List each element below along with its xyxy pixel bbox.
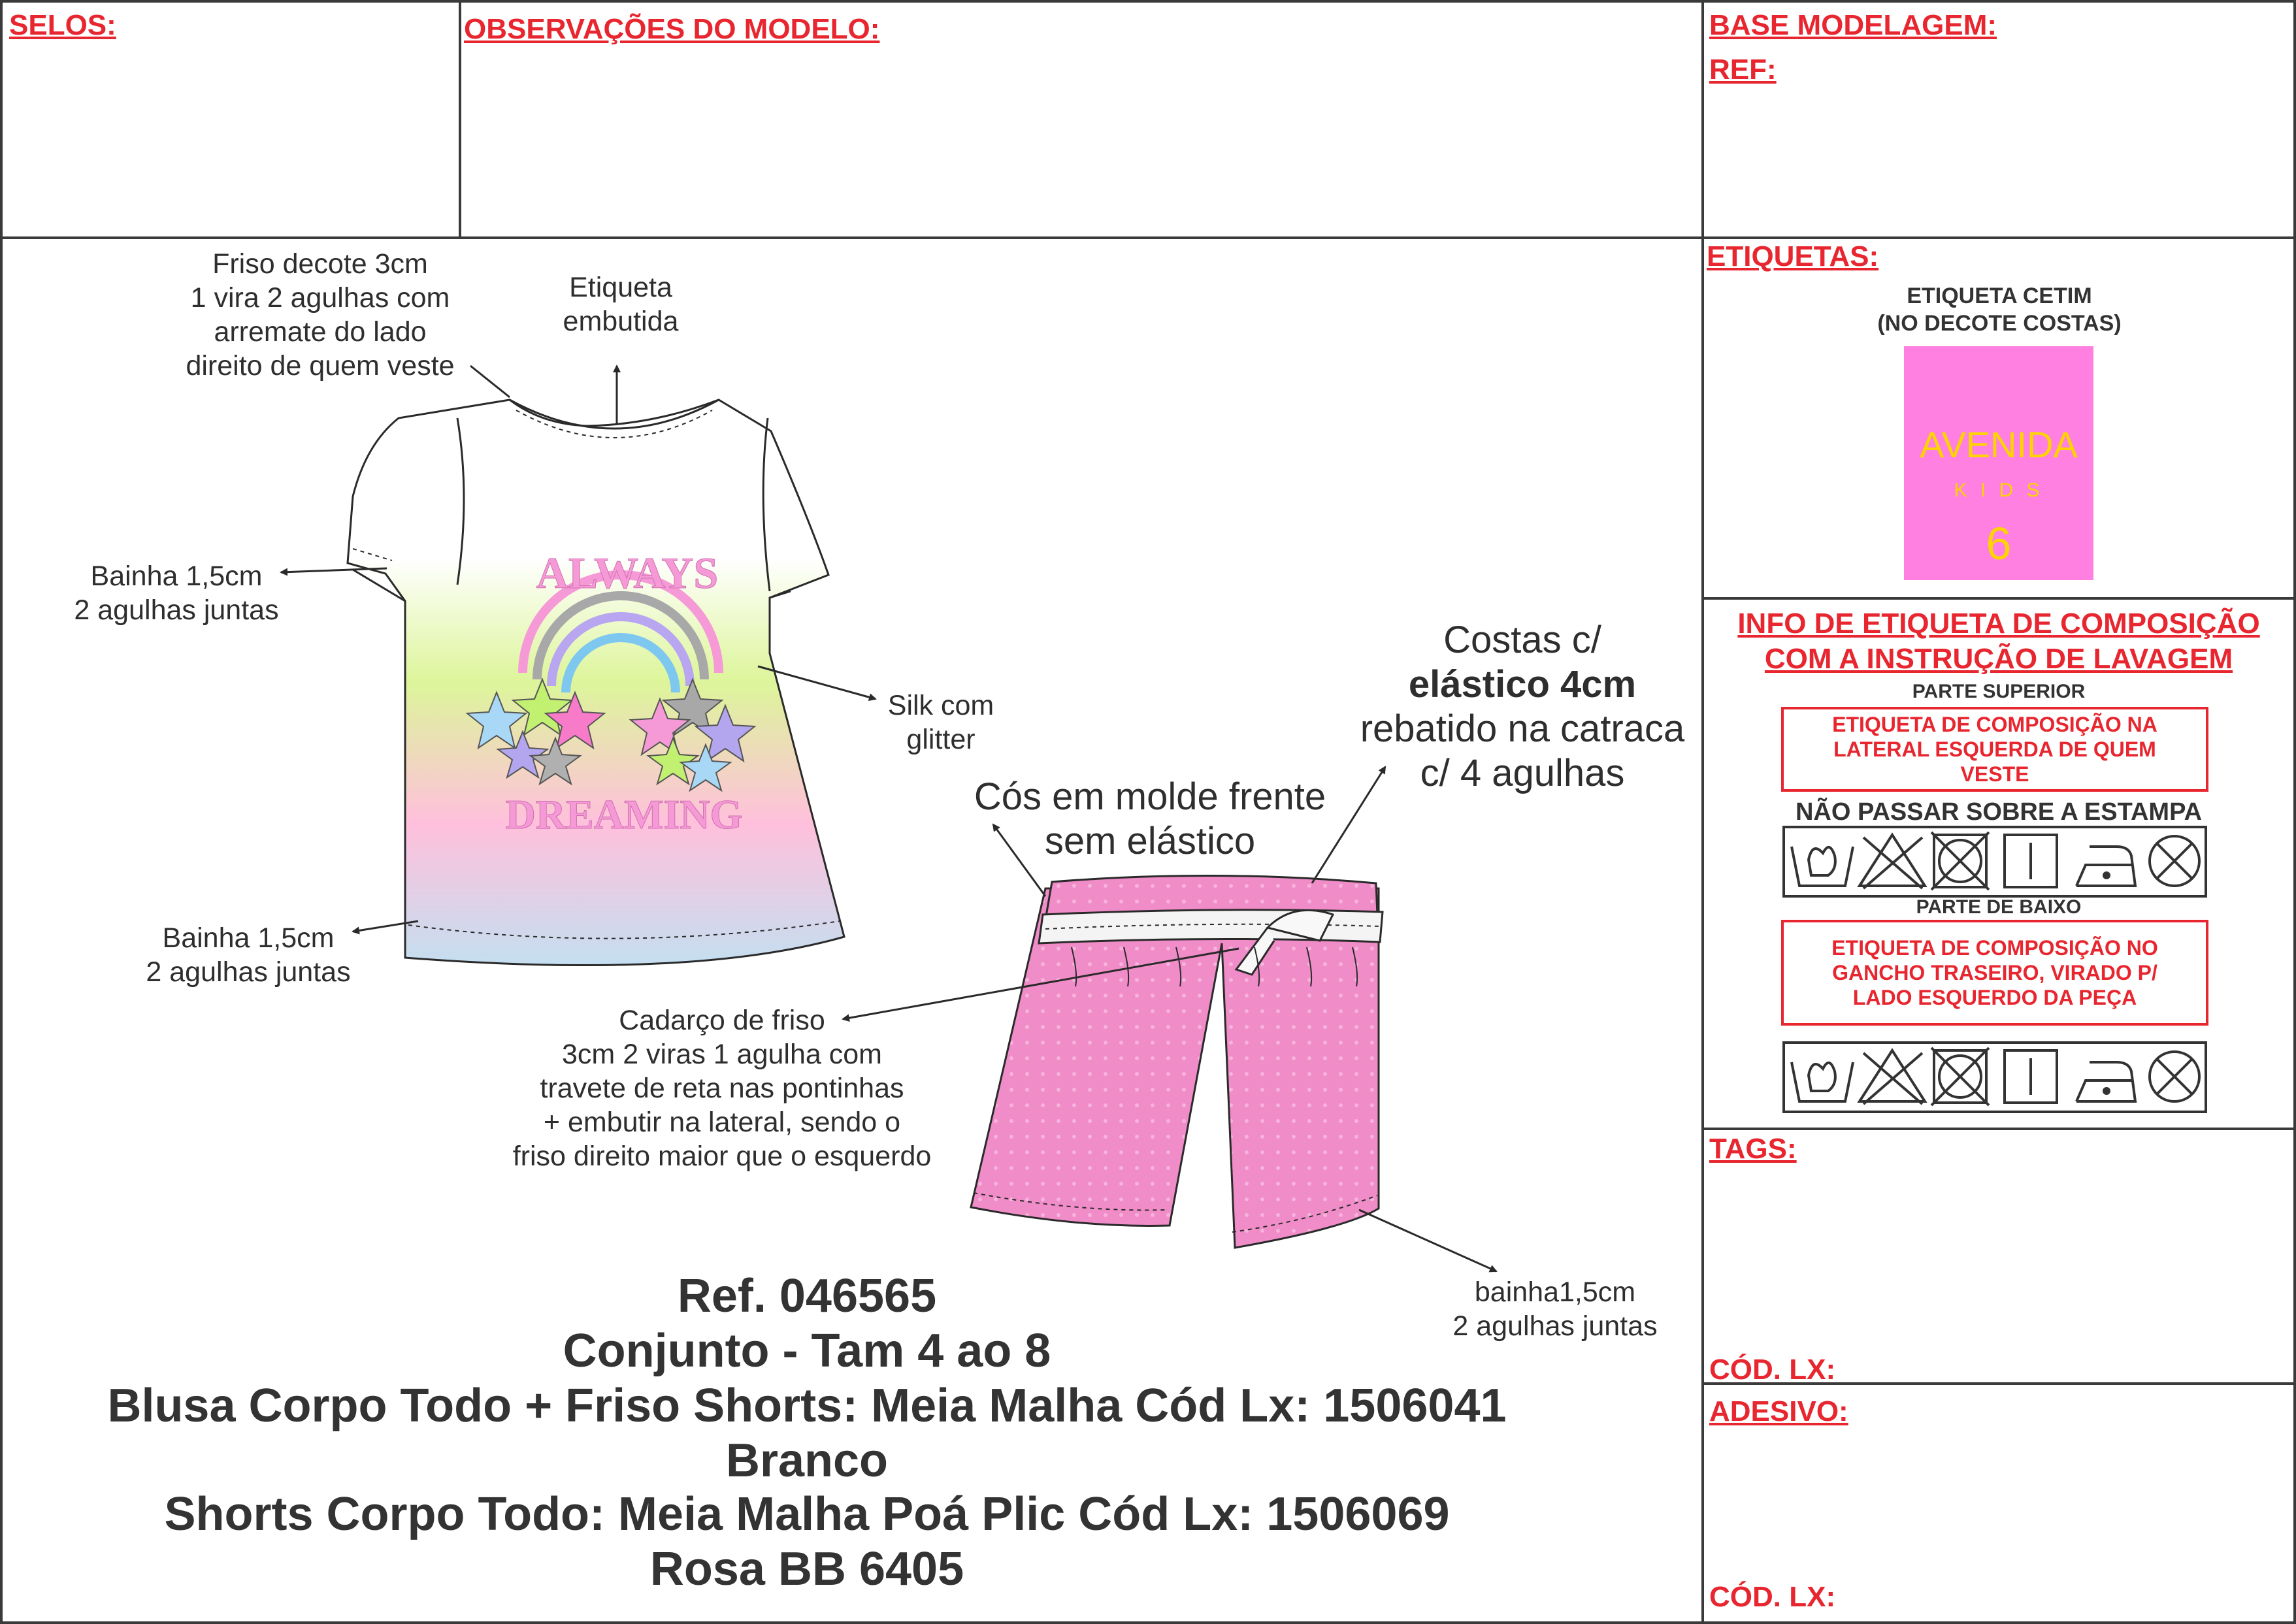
low-iron-icon xyxy=(2076,847,2135,886)
print-bottom-text: DREAMING xyxy=(505,791,743,837)
bottom-part-label: PARTE DE BAIXO xyxy=(1916,896,2082,918)
note-bainha-manga: Bainha 1,5cm 2 agulhas juntas xyxy=(74,560,279,626)
iron-warning: NÃO PASSAR SOBRE A ESTAMPA xyxy=(1795,798,2203,826)
care-symbols-bottom xyxy=(1782,1041,2207,1113)
top-part-label: PARTE SUPERIOR xyxy=(1912,681,2086,702)
product-blusa-fabric: Blusa Corpo Todo + Friso Shorts: Meia Malha Cód Lx: 1506041 xyxy=(107,1380,1507,1432)
satin-label xyxy=(1904,346,2093,580)
product-shorts-fabric: Shorts Corpo Todo: Meia Malha Poá Plic Cód Lx: 1506069 xyxy=(164,1488,1450,1540)
no-dry-clean-icon xyxy=(2150,836,2199,886)
tshirt-drawing xyxy=(348,400,844,966)
low-iron-icon xyxy=(2076,1062,2135,1101)
bottom-composition-box: ETIQUETA DE COMPOSIÇÃO NO GANCHO TRASEIRO, VIRADO P/ LADO ESQUERDO DA PEÇA xyxy=(1781,920,2208,1026)
label-size: 6 xyxy=(1986,518,2012,569)
print-top-text: ALWAYS xyxy=(536,548,719,598)
label-brand-sub: K I D S xyxy=(1954,479,2044,501)
note-cadarco: Cadarço de friso 3cm 2 viras 1 agulha com travete de reta nas pontinhas + embutir na lateral, sendo o friso direito maior que o esquerdo xyxy=(512,1005,932,1172)
top-composition-box: ETIQUETA DE COMPOSIÇÃO NA LATERAL ESQUERDA DE QUEM VESTE xyxy=(1781,707,2208,792)
hand-wash-icon xyxy=(1792,847,1853,886)
base-modelagem-header: BASE MODELAGEM: xyxy=(1709,9,1997,41)
selos-header: SELOS: xyxy=(9,9,116,41)
note-cos: Cós em molde frente sem elástico xyxy=(974,775,1326,862)
tags-cell xyxy=(1701,1128,2296,1385)
hand-wash-icon xyxy=(1792,1062,1853,1101)
product-blusa-color: Branco xyxy=(725,1435,889,1487)
note-silk: Silk com glitter xyxy=(887,690,994,755)
composicao-title-2: COM A INSTRUÇÃO DE LAVAGEM xyxy=(1764,643,2233,675)
label-brand: AVENIDA xyxy=(1920,424,2078,465)
note-friso-decote: Friso decote 3cm 1 vira 2 agulhas com arremate do lado direito de quem veste xyxy=(186,248,455,382)
note-bainha-shorts: bainha1,5cm 2 agulhas juntas xyxy=(1452,1276,1658,1342)
note-bainha-barra: Bainha 1,5cm 2 agulhas juntas xyxy=(146,922,351,988)
line-dry-icon xyxy=(2005,1050,2057,1103)
observacoes-header: OBSERVAÇÕES DO MODELO: xyxy=(464,13,880,45)
etiquetas-header: ETIQUETAS: xyxy=(1707,240,1879,272)
adesivo-cod-lx: CÓD. LX: xyxy=(1709,1581,1836,1613)
product-ref: Ref. 046565 xyxy=(677,1270,937,1322)
line-dry-icon xyxy=(2005,835,2057,887)
no-dry-clean-icon xyxy=(2150,1052,2199,1101)
shorts-drawing xyxy=(971,875,1383,1248)
no-bleach-icon xyxy=(1860,1050,1925,1104)
tags-cod-lx: CÓD. LX: xyxy=(1709,1354,1836,1386)
label-subtitle: (NO DECOTE COSTAS) xyxy=(1877,311,2122,336)
note-etiqueta: Etiqueta embutida xyxy=(563,272,679,337)
composicao-title-1: INFO DE ETIQUETA DE COMPOSIÇÃO xyxy=(1737,608,2260,640)
no-tumble-dry-icon xyxy=(1931,832,1989,890)
label-title: ETIQUETA CETIM xyxy=(1907,284,2092,308)
adesivo-header: ADESIVO: xyxy=(1709,1395,1848,1427)
tags-header: TAGS: xyxy=(1709,1133,1797,1165)
product-shorts-color: Rosa BB 6405 xyxy=(649,1543,964,1595)
note-costas: Costas c/ elástico 4cm rebatido na catraca c/ 4 agulhas xyxy=(1360,619,1685,794)
ref-header: REF: xyxy=(1709,54,1777,86)
no-bleach-icon xyxy=(1860,835,1925,888)
no-tumble-dry-icon xyxy=(1931,1048,1989,1105)
care-symbols-top xyxy=(1782,826,2207,898)
product-conjunto: Conjunto - Tam 4 ao 8 xyxy=(563,1325,1051,1377)
